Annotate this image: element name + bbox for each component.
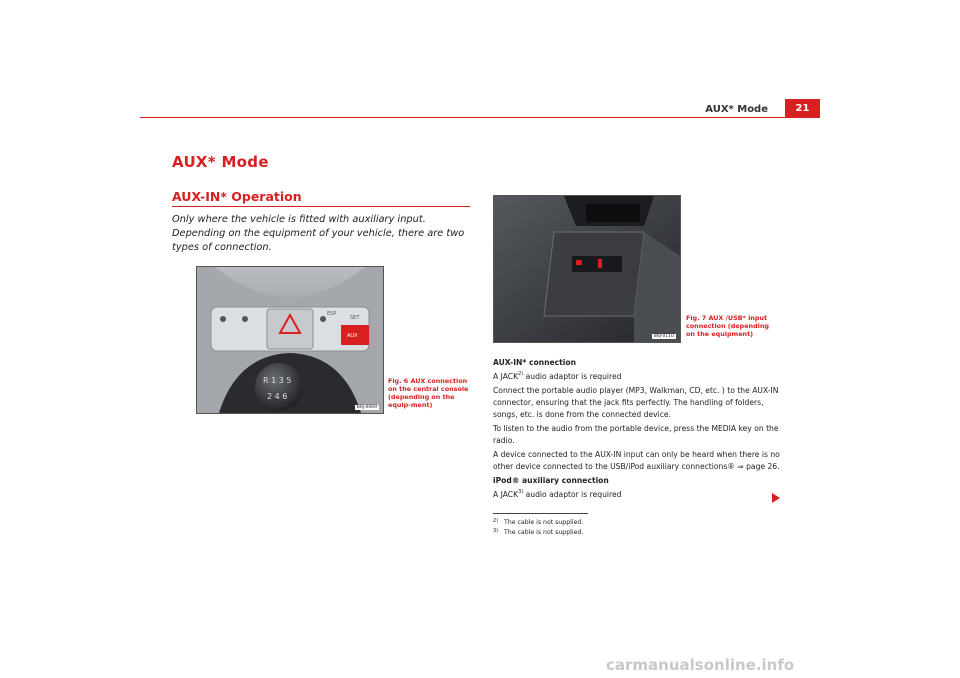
- intro-text: Only where the vehicle is fitted with auxiliary input. Depending on the equipment of your vehicle, there are two types of connection.: [172, 214, 465, 253]
- center-console-illustration: [197, 267, 383, 413]
- footnote-rule: [493, 513, 588, 514]
- gear-pattern-bottom: 2 4 6: [267, 392, 288, 401]
- section-title: AUX-IN* Operation: [172, 189, 302, 204]
- footnote: $^{2)}$ The cable is not supplied.: [493, 518, 584, 526]
- gear-pattern-top: R 1 3 5: [263, 376, 292, 385]
- connect-paragraph: Connect the portable audio player (MP3, Walkman, CD, etc. ) to the AUX-IN connector, ensuring that the jack fits perfectly. The handling of folders, songs, etc. is done from the connected device.: [493, 386, 779, 419]
- set-label: SET: [350, 315, 360, 321]
- ipod-requirement: A JACK$^{3)}$ audio adaptor is required: [493, 489, 622, 500]
- figure-6-caption: Fig. 6 AUX connection on the central console (depending on the equip-ment): [388, 377, 469, 409]
- header-title: AUX* Mode: [705, 104, 768, 115]
- figure-aux-usb: [493, 195, 681, 343]
- footnote-ref[interactable]: 2): [518, 371, 524, 378]
- section-rule: [172, 206, 470, 207]
- esp-label: ESP: [327, 311, 337, 317]
- footnote-ref[interactable]: 3): [518, 489, 524, 496]
- footnotes: [493, 518, 583, 537]
- body-column: [493, 357, 783, 504]
- header-rule: [140, 117, 820, 118]
- ipod-heading: iPod® auxiliary connection: [493, 476, 609, 486]
- continue-arrow-icon[interactable]: [772, 493, 780, 503]
- figure-code: B6J-0110: [653, 334, 674, 339]
- figure-7-caption: Fig. 7 AUX /USB* input connection (depending on the equipment): [686, 314, 769, 338]
- watermark: carmanualsonline.info: [606, 656, 795, 674]
- priority-paragraph: A device connected to the AUX-IN input can only be heard when there is no other device connected to the USB/iPod auxiliary connections® ⇒ page 26.: [493, 450, 780, 471]
- aux-usb-illustration: [494, 196, 680, 342]
- figure-code: B6J-0069: [356, 405, 377, 410]
- aux-in-requirement: A JACK$^{2)}$ audio adaptor is required: [493, 371, 622, 382]
- chapter-title: AUX* Mode: [172, 153, 269, 171]
- page-number: 21: [785, 99, 820, 118]
- figure-center-console: [196, 266, 384, 414]
- footnote: $^{3)}$ The cable is not supplied.: [493, 527, 584, 536]
- aux-in-heading: AUX-IN* connection: [493, 358, 577, 367]
- aux-label: AUX: [347, 333, 358, 339]
- media-key-paragraph: To listen to the audio from the portable device, press the MEDIA key on the radio.: [493, 424, 779, 445]
